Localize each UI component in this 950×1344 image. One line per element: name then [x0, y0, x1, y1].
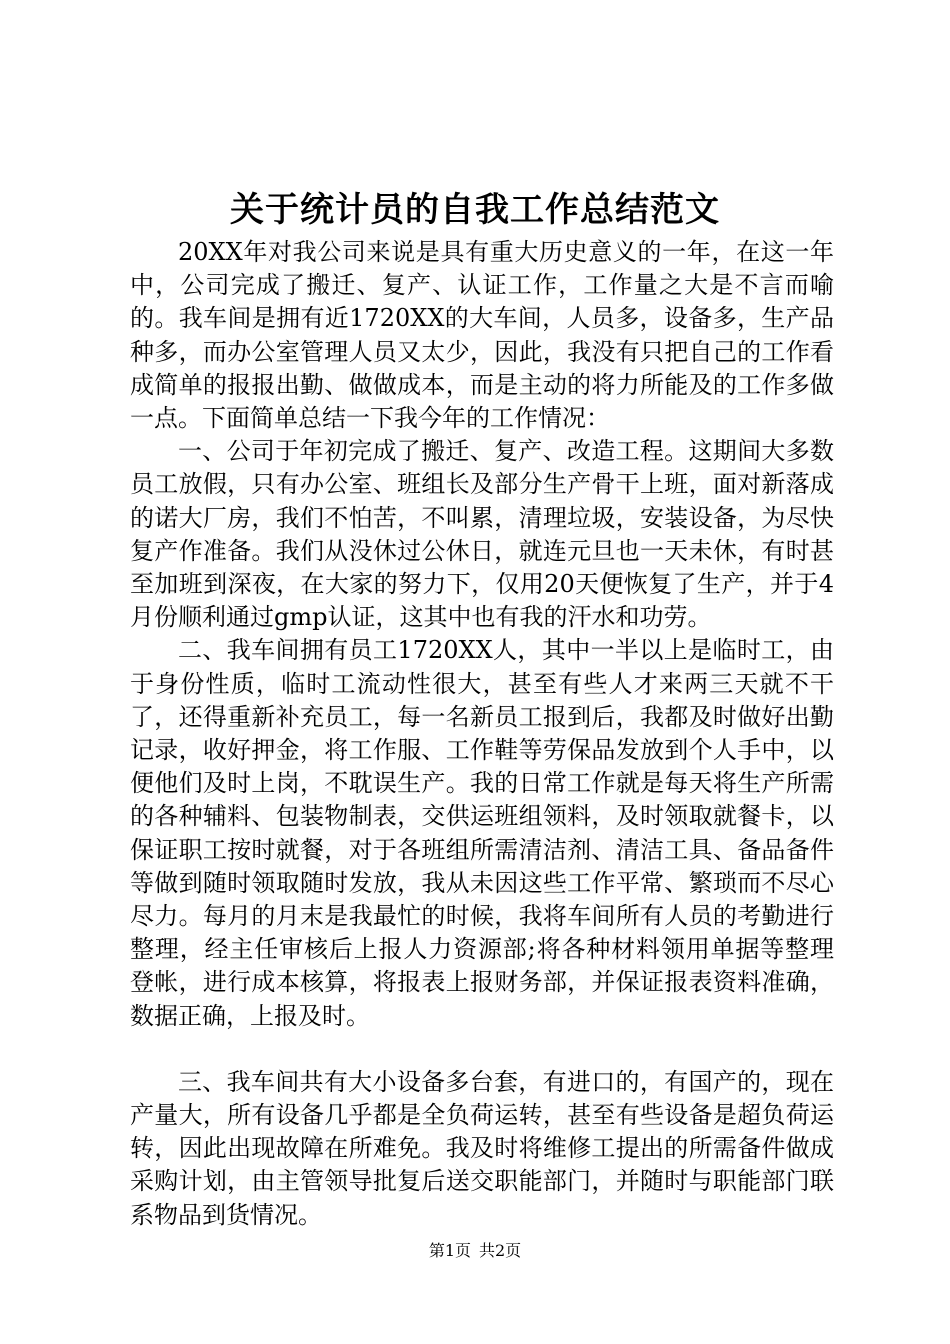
paragraph-section-2: 二、我车间拥有员工1720XX人，其中一半以上是临时工，由于身份性质，临时工流动性很大，甚至有些人才来两三天就不干了，还得重新补充员工，每一名新员工报到后，我都及时做好出勤记录，收好押金，将工作服、工作鞋等劳保品发放到个人手中，以便他们及时上岗，不耽误生产。我的日常工作就是每天将生产所需的各种辅料、包装物制表，交供运班组领料，及时领取就餐卡，以保证职工按时就餐，对于各班组所需清洁剂、清洁工具、备品备件等做到随时领取随时发放，我从未因这些工作平常、繁琐而不尽心尽力。每月的月末是我最忙的时候，我将车间所有人员的考勤进行整理，经主任审核后上报人力资源部;将各种材料领用单据等整理登帐，进行成本核算，将报表上报财务部，并保证报表资料准确，数据正确，上报及时。 — [130, 636, 834, 1030]
paragraph-section-1: 一、公司于年初完成了搬迁、复产、改造工程。这期间大多数员工放假，只有办公室、班组长及部分生产骨干上班，面对新落成的诺大厂房，我们不怕苦，不叫累，清理垃圾，安装设备，为尽快复产作准备。我们从没休过公休日，就连元旦也一天未休，有时甚至加班到深夜，在大家的努力下，仅用20天便恢复了生产，并于4月份顺利通过gmp认证，这其中也有我的汗水和功劳。 — [130, 437, 834, 632]
paragraph-section-3: 三、我车间共有大小设备多台套，有进口的，有国产的，现在产量大，所有设备几乎都是全负荷运转，甚至有些设备是超负荷运转，因此出现故障在所难免。我及时将维修工提出的所需备件做成采购计划，由主管领导批复后送交职能部门，并随时与职能部门联系物品到货情况。 — [130, 1067, 834, 1229]
page-total: 共2页 — [479, 1241, 522, 1260]
page-footer — [0, 1240, 950, 1262]
paragraph-intro: 20XX年对我公司来说是具有重大历史意义的一年，在这一年中，公司完成了搬迁、复产、认证工作，工作量之大是不言而喻的。我车间是拥有近1720XX的大车间，人员多，设备多，生产品种多，而办公室管理人员又太少，因此，我没有只把自己的工作看成简单的报报出勤、做做成本，而是主动的将力所能及的工作多做一点。下面简单总结一下我今年的工作情况： — [130, 238, 834, 433]
document-body — [130, 236, 834, 1232]
document-title: 关于统计员的自我工作总结范文 — [230, 190, 720, 230]
page-number: 第1页 — [428, 1241, 471, 1260]
